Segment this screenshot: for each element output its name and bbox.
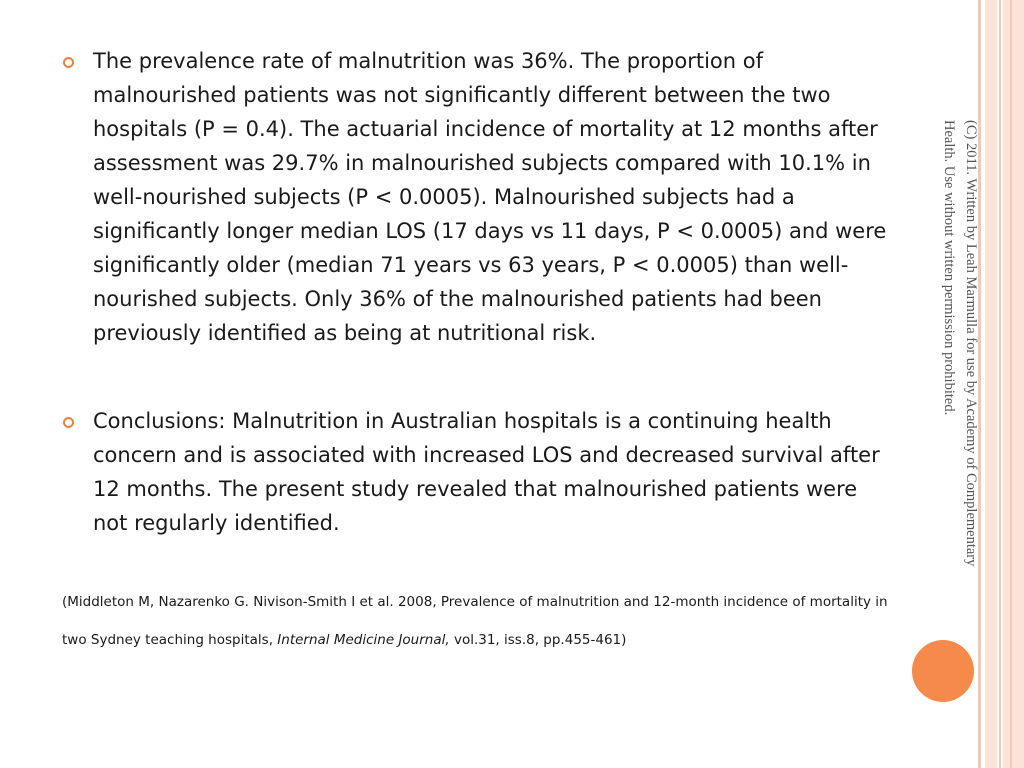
text-line: not regularly identified. (93, 511, 340, 535)
text-line: significantly older (median 71 years vs 63 years, P < 0.0005) than well- (93, 253, 849, 277)
text-line: malnourished patients was not significantly different between the two (93, 83, 831, 107)
citation-text: vol.31, iss.8, pp.455-461) (449, 632, 627, 648)
copyright-notice (934, 120, 982, 640)
bullet-circle-icon (63, 417, 74, 428)
decorative-stripe (999, 0, 1001, 768)
text-line: assessment was 29.7% in malnourished subjects compared with 10.1% in (93, 151, 871, 175)
citation-line (62, 594, 942, 610)
text-line: significantly longer median LOS (17 days vs 11 days, P < 0.0005) and were (93, 219, 887, 243)
bullet-circle-icon (63, 57, 74, 68)
text-line: well-nourished subjects (P < 0.0005). Malnourished subjects had a (93, 185, 795, 209)
decorative-stripe (985, 0, 997, 768)
bullet-text (93, 404, 938, 540)
text-line: 12 months. The present study revealed that malnourished patients were (93, 477, 858, 501)
text-line: concern and is associated with increased LOS and decreased survival after (93, 443, 880, 467)
text-line: hospitals (P = 0.4). The actuarial incidence of mortality at 12 months after (93, 117, 878, 141)
text-line: The prevalence rate of malnutrition was 36%. The proportion of (93, 49, 764, 73)
text-line: nourished subjects. Only 36% of the malnourished patients had been (93, 287, 822, 311)
decorative-stripe (1003, 0, 1024, 768)
bullet-results (58, 44, 938, 350)
journal-name: Internal Medicine Journal, (277, 632, 450, 648)
citation-text: (Middleton M, Nazarenko G. Nivison-Smith I et al. 2008, Prevalence of malnutrition and 12-month incidence of mortality in (62, 594, 888, 610)
text-line: Conclusions: Malnutrition in Australian hospitals is a continuing health (93, 409, 832, 433)
bullet-text (93, 44, 938, 350)
citation-text: two Sydney teaching hospitals, (62, 632, 278, 648)
citation-line (62, 632, 942, 648)
bullet-conclusions (58, 404, 938, 540)
decorative-stripe (1010, 0, 1012, 768)
copyright-line: Health. Use without written permission prohibited. (941, 120, 957, 416)
copyright-line: (C) 2011. Written by Leah Marmulla for use by Academy of Complementary (963, 120, 979, 567)
text-line: previously identified as being at nutritional risk. (93, 321, 597, 345)
decorative-circle (912, 640, 974, 702)
